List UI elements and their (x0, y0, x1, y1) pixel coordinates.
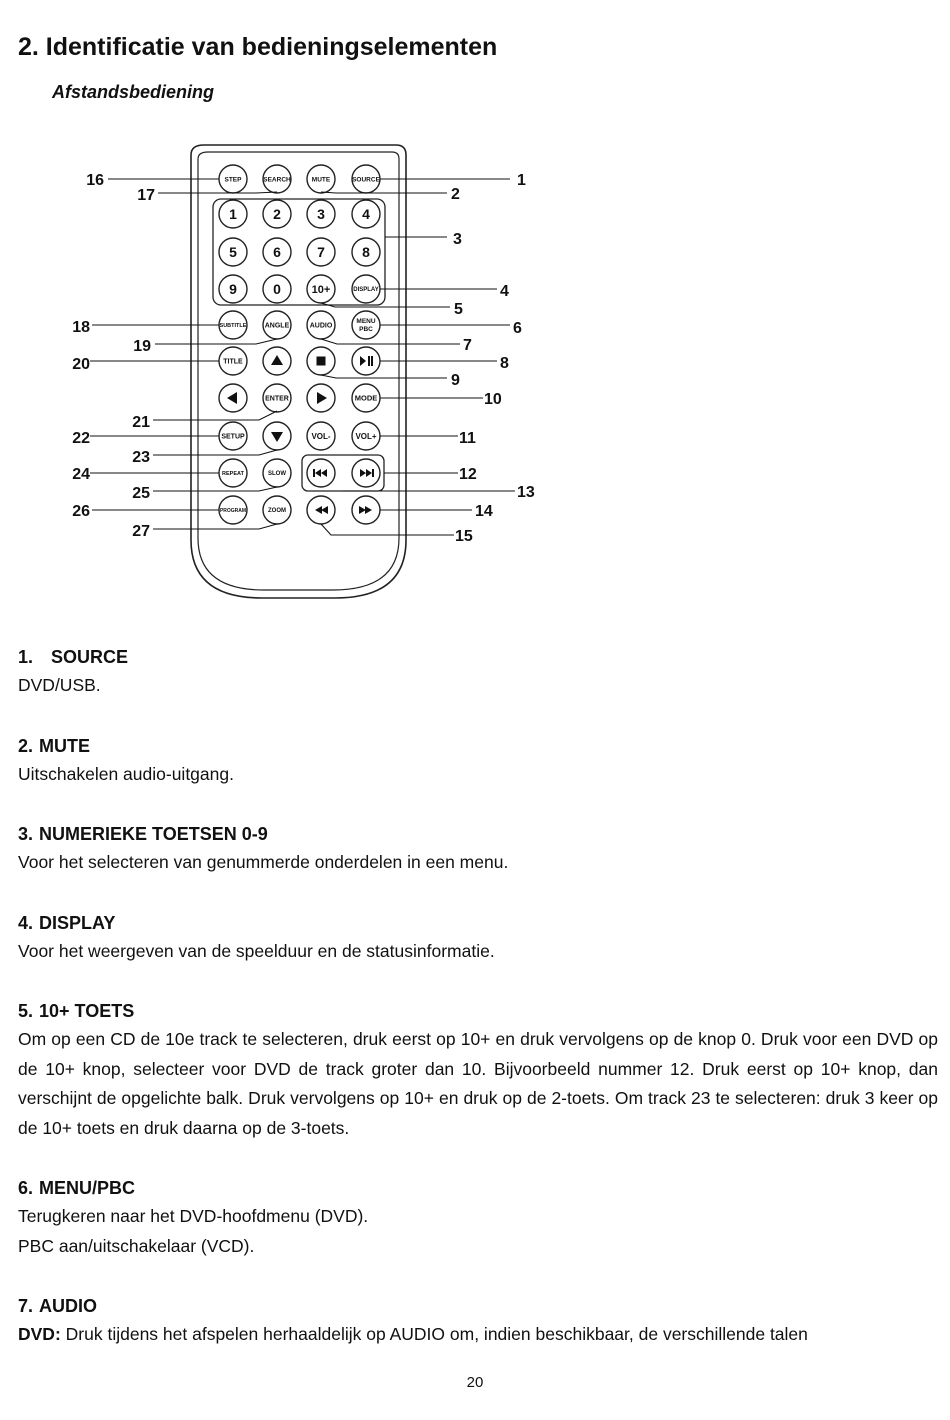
section-heading-text: MUTE (39, 735, 91, 756)
section-heading (18, 1174, 938, 1202)
number-button-9-label: 9 (229, 280, 237, 297)
callout-number-18: 18 (72, 319, 90, 336)
number-button-1-label: 1 (229, 205, 237, 222)
angle-button-label: ANGLE (264, 322, 290, 330)
callout-number-22: 22 (72, 430, 90, 447)
program-button-label: PROGRAM (219, 507, 247, 514)
number-button-7-label: 7 (317, 243, 325, 260)
source-button-label: SOURCE (352, 176, 380, 184)
section-paragraph (18, 671, 938, 701)
callout-number-27: 27 (132, 523, 150, 540)
callout-number-6: 6 (513, 320, 522, 337)
callout-number-1: 1 (517, 172, 526, 189)
paragraph-text: PBC aan/uitschakelaar (VCD). (18, 1235, 255, 1256)
section-paragraph (18, 1025, 938, 1143)
number-button-4-label: 4 (362, 205, 370, 222)
section-2 (18, 732, 938, 790)
callout-leader-line (321, 192, 447, 193)
remote-control-diagram (0, 130, 950, 610)
callout-leader-line (321, 339, 460, 344)
callout-leader-line (155, 339, 277, 344)
menu-label: MENU (356, 318, 376, 325)
section-paragraph (18, 760, 938, 790)
section-4 (18, 909, 938, 967)
section-7 (18, 1292, 938, 1350)
paragraph-text: Druk tijdens het afspelen herhaaldelijk op AUDIO om, indien beschikbaar, de verschillende talen (65, 1324, 808, 1344)
section-number: 4. (18, 912, 34, 933)
paragraph-text: Terugkeren naar het DVD-hoofdmenu (DVD). (18, 1206, 369, 1226)
section-number: 3. (18, 824, 34, 844)
callout-number-24: 24 (72, 466, 90, 483)
callout-leader-line (321, 375, 447, 378)
callout-leader-line (321, 524, 454, 535)
callout-number-17: 17 (137, 187, 155, 204)
paragraph-text: Voor het selecteren van genummerde onderdelen in een menu. (18, 852, 509, 872)
section-heading (18, 643, 938, 671)
section-paragraph (18, 1320, 938, 1350)
number-button-10+-label: 10+ (311, 283, 331, 296)
section-heading-text: DISPLAY (39, 912, 116, 933)
callout-number-16: 16 (86, 172, 104, 189)
paragraph-text: Om op een CD de 10e track te selecteren, druk eerst op 10+ en druk vervolgens op de knop 0. Druk voor een DVD op de 10+ knop, selecteer voor DVD de track groter dan 10. Bijvoorbeeld nummer 12. Druk eerst op 10+ knop, dan verschijnt de opgelichte balk. Druk vervolgens op 10+ en druk op de 2-toets. Om track 23 te selecteren: druk 3 keer op de 10+ toets en druk daarna op de 3-toets. (18, 1029, 938, 1138)
callout-leader-line (153, 450, 277, 455)
section-1 (18, 643, 938, 701)
repeat-button-label: REPEAT (222, 470, 244, 477)
section-heading-text: SOURCE (51, 647, 129, 667)
audio-button-label: AUDIO (309, 322, 333, 330)
callout-number-14: 14 (475, 503, 493, 520)
callout-number-5: 5 (454, 301, 463, 318)
section-paragraph (18, 1202, 938, 1232)
vol-minus-button-label: VOL- (311, 431, 331, 441)
page-number: 20 (466, 1374, 484, 1391)
section-3 (18, 820, 938, 878)
paragraph-text: Uitschakelen audio-uitgang. (18, 763, 234, 784)
stop-icon (317, 357, 326, 366)
number-button-5-label: 5 (229, 243, 237, 260)
callout-number-3: 3 (453, 231, 462, 248)
section-heading-text: NUMERIEKE TOETSEN 0-9 (39, 824, 268, 844)
section-heading-text: 10+ TOETS (39, 1001, 135, 1021)
section-number: 5. (18, 1001, 34, 1021)
title-button-label: TITLE (223, 358, 243, 366)
section-heading-text: MENU/PBC (39, 1178, 136, 1198)
callout-number-8: 8 (500, 355, 509, 372)
section-heading (18, 909, 938, 937)
mute-button-label: MUTE (311, 176, 331, 184)
section-number: 2. (18, 735, 34, 756)
section-paragraph (18, 937, 938, 967)
enter-button-label: ENTER (265, 395, 289, 403)
section-heading (18, 732, 938, 760)
section-5 (18, 997, 938, 1143)
section-6 (18, 1174, 938, 1261)
number-button-3-label: 3 (317, 205, 325, 222)
pbc-label: PBC (359, 326, 373, 333)
callout-number-12: 12 (459, 466, 477, 483)
section-heading (18, 820, 938, 848)
callout-number-4: 4 (500, 283, 509, 300)
page-subtitle: Afstandsbediening (52, 82, 215, 102)
callout-number-13: 13 (517, 484, 535, 501)
zoom-button-label: ZOOM (268, 508, 286, 515)
setup-button-label: SETUP (221, 433, 245, 441)
callout-leader-line (153, 411, 277, 420)
callout-leader-line (153, 524, 277, 529)
callout-leader-line (153, 487, 277, 491)
slow-button-label: SLOW (268, 471, 286, 478)
number-button-6-label: 6 (273, 243, 281, 260)
step-button-label: STEP (224, 176, 242, 184)
vol-plus-button-label: VOL+ (355, 431, 377, 441)
section-heading (18, 997, 938, 1025)
callout-number-7: 7 (463, 337, 472, 354)
callout-number-21: 21 (132, 414, 150, 431)
number-button-8-label: 8 (362, 243, 370, 260)
callout-number-23: 23 (132, 449, 150, 466)
section-number: 1. (18, 647, 34, 667)
search-button-label: SEARCH (263, 176, 291, 184)
section-heading (18, 1292, 938, 1320)
section-heading-text: AUDIO (39, 1296, 98, 1316)
number-button-2-label: 2 (273, 205, 281, 222)
callout-number-10: 10 (484, 391, 502, 408)
section-paragraph (18, 1232, 938, 1262)
callout-number-15: 15 (455, 528, 473, 545)
callout-number-9: 9 (451, 372, 460, 389)
callout-number-11: 11 (459, 430, 476, 447)
callout-number-2: 2 (451, 186, 460, 203)
section-number: 7. (18, 1296, 34, 1316)
display-button-label: DISPLAY (353, 287, 379, 294)
section-number: 6. (18, 1178, 34, 1198)
sections-list (18, 643, 938, 1381)
callout-number-19: 19 (133, 338, 151, 355)
page-title: 2. Identificatie van bedieningselementen (18, 33, 498, 61)
menu-pbc-button (352, 311, 380, 339)
paragraph-text: Voor het weergeven van de speelduur en de statusinformatie. (18, 940, 495, 961)
paragraph-lead: DVD: (18, 1324, 61, 1344)
mode-button-label: MODE (354, 393, 378, 403)
callout-number-25: 25 (132, 485, 150, 502)
section-paragraph (18, 848, 938, 878)
callout-number-20: 20 (72, 356, 90, 373)
callout-number-26: 26 (72, 503, 90, 520)
callout-leader-line (158, 192, 277, 193)
number-button-0-label: 0 (273, 280, 281, 297)
paragraph-text: DVD/USB. (18, 675, 101, 695)
subtitle-button-label: SUBTITLE (219, 322, 247, 329)
